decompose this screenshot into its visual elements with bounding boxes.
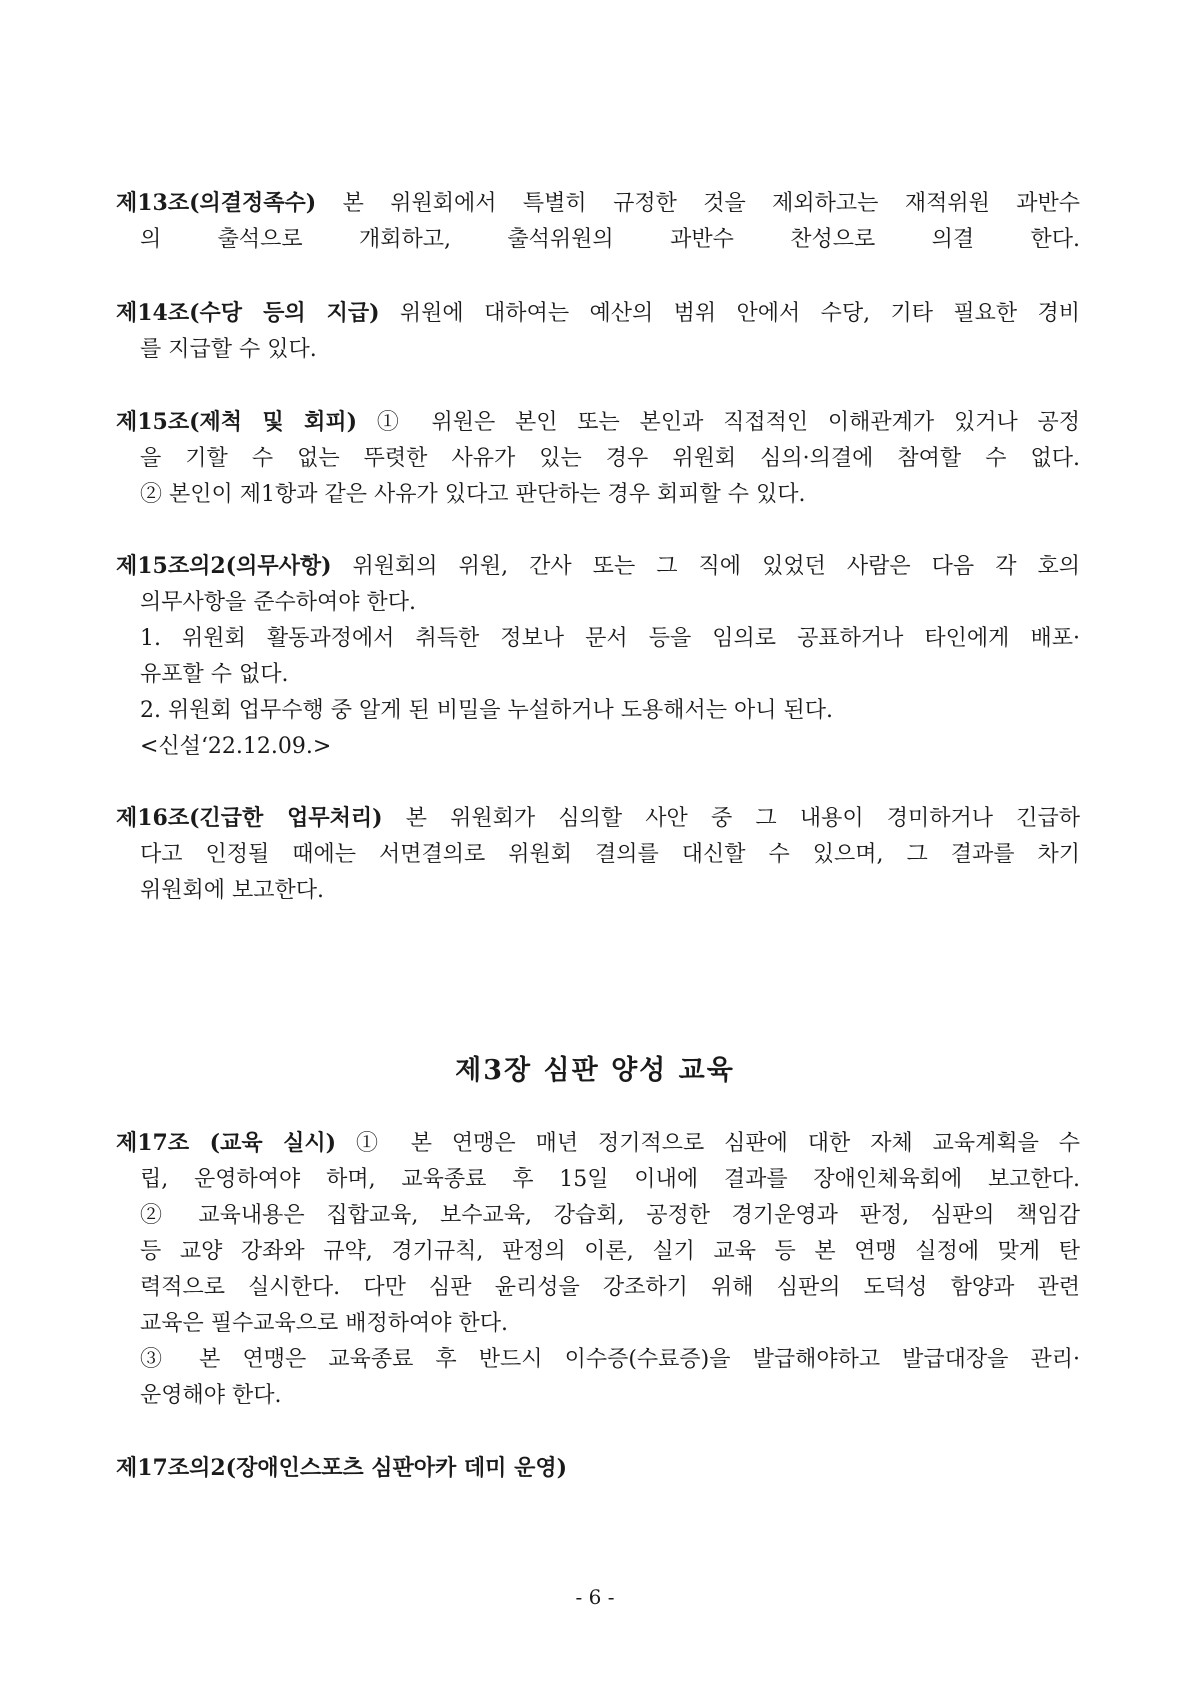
- article-line: 을 기할 수 없는 뚜렷한 사유가 있는 경우 위원회 심의·의결에 참여할 수 없다.: [140, 446, 1080, 471]
- article-line: [116, 548, 1080, 585]
- article-line: <신설‘22.12.09.>: [140, 734, 332, 759]
- article-line: [116, 404, 1080, 441]
- article-text: ① 위원은 본인 또는 본인과 직접적인 이해관계가 있거나 공정: [357, 410, 1080, 435]
- article-16: [116, 800, 1080, 909]
- article-heading: 제17조 (교육 실시): [116, 1130, 337, 1156]
- article-line: 운영해야 한다.: [140, 1383, 282, 1408]
- article-line: 를 지급할 수 있다.: [140, 337, 317, 362]
- article-heading: 제15조(제척 및 회피): [116, 409, 358, 435]
- article-text: 본 위원회가 심의할 사안 중 그 내용이 경미하거나 긴급하: [382, 806, 1080, 831]
- article-15: [116, 404, 1080, 513]
- chapter-title: 제3장 심판 양성 교육: [455, 1055, 735, 1086]
- article-17: [116, 1125, 1080, 1414]
- article-line: 유포할 수 없다.: [140, 662, 289, 687]
- article-text: 위원에 대하여는 예산의 범위 안에서 수당, 기타 필요한 경비: [379, 301, 1080, 326]
- article-line: 위원회에 보고한다.: [140, 878, 325, 903]
- article-line: 립, 운영하여야 하며, 교육종료 후 15일 이내에 결과를 장애인체육회에 보고한다.: [140, 1167, 1080, 1192]
- article-13: [116, 185, 1080, 258]
- article-line: 2. 위원회 업무수행 중 알게 된 비밀을 누설하거나 도용해서는 아니 된다.: [140, 698, 833, 723]
- article-line: [116, 1450, 1080, 1487]
- article-text: 본 위원회에서 특별히 규정한 것을 제외하고는 재적위원 과반수: [316, 191, 1080, 216]
- article-line: [116, 185, 1080, 222]
- article-line: ② 교육내용은 집합교육, 보수교육, 강습회, 공정한 경기운영과 판정, 심판의 책임감: [140, 1203, 1080, 1228]
- article-line: 교육은 필수교육으로 배정하여야 한다.: [140, 1311, 509, 1336]
- article-heading: 제17조의2(장애인스포츠 심판아카 데미 운영): [116, 1455, 568, 1481]
- article-heading: 제13조(의결정족수): [116, 190, 317, 216]
- article-text: 위원회의 위원, 간사 또는 그 직에 있었던 사람은 다음 각 호의: [331, 554, 1080, 579]
- article-text: ① 본 연맹은 매년 정기적으로 심판에 대한 자체 교육계획을 수: [336, 1131, 1081, 1156]
- article-17-2: [116, 1450, 1080, 1487]
- article-line: 의 출석으로 개회하고, 출석위원의 과반수 찬성으로 의결 한다.: [140, 227, 1080, 252]
- article-line: [116, 800, 1080, 837]
- page-number: - 6 -: [575, 1585, 615, 1609]
- article-line: [116, 1125, 1080, 1162]
- article-line: 의무사항을 준수하여야 한다.: [140, 590, 417, 615]
- article-line: [116, 295, 1080, 332]
- article-line: 다고 인정될 때에는 서면결의로 위원회 결의를 대신할 수 있으며, 그 결과를 차기: [140, 842, 1080, 867]
- article-14: [116, 295, 1080, 368]
- article-line: 1. 위원회 활동과정에서 취득한 정보나 문서 등을 임의로 공표하거나 타인에게 배포·: [140, 626, 1080, 651]
- article-heading: 제16조(긴급한 업무처리): [116, 805, 383, 831]
- article-heading: 제15조의2(의무사항): [116, 553, 332, 579]
- article-line: ③ 본 연맹은 교육종료 후 반드시 이수증(수료증)을 발급해야하고 발급대장을 관리·: [140, 1347, 1080, 1372]
- article-line: 등 교양 강좌와 규약, 경기규칙, 판정의 이론, 실기 교육 등 본 연맹 실정에 맞게 탄: [140, 1239, 1080, 1264]
- article-line: ② 본인이 제1항과 같은 사유가 있다고 판단하는 경우 회피할 수 있다.: [140, 482, 806, 507]
- article-line: 력적으로 실시한다. 다만 심판 윤리성을 강조하기 위해 심판의 도덕성 함양과 관련: [140, 1275, 1080, 1300]
- article-heading: 제14조(수당 등의 지급): [116, 300, 380, 326]
- article-15-2: [116, 548, 1080, 765]
